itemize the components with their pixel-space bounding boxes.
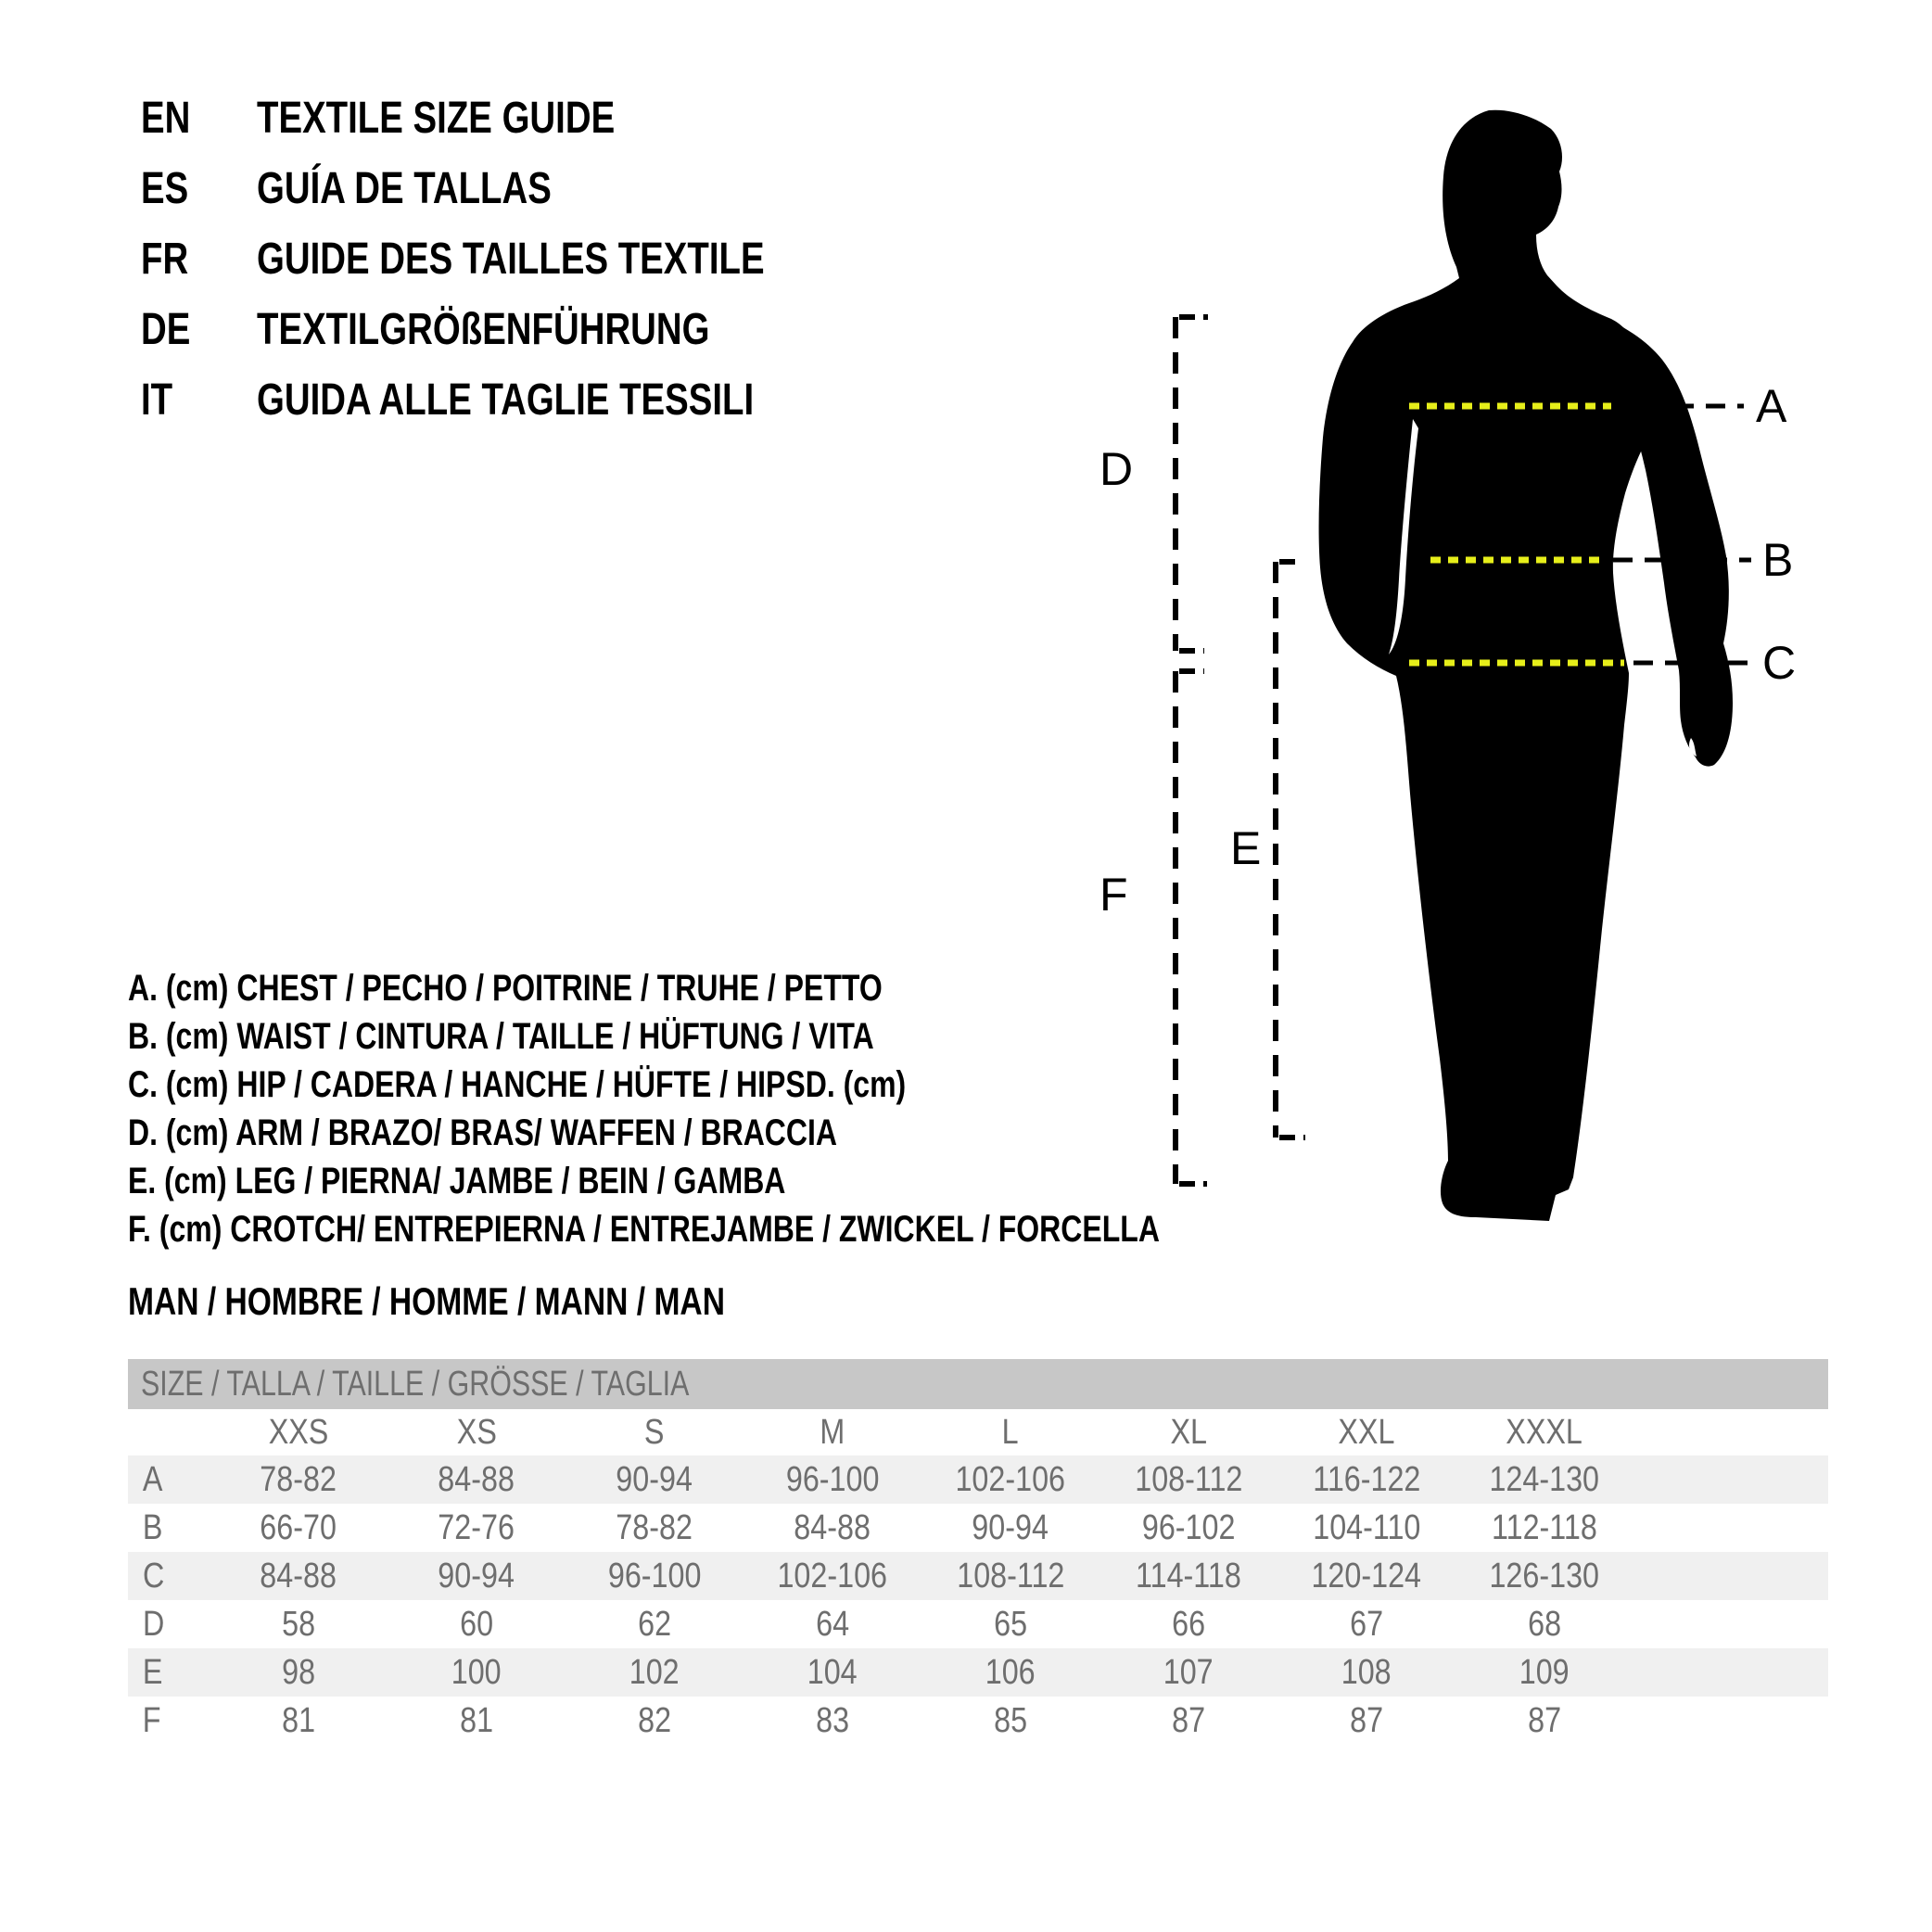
size-col-l: L	[1002, 1412, 1019, 1452]
table-row-f: F 81 81 82 83 85 87 87 87	[128, 1697, 1828, 1745]
marker-e: E	[1230, 822, 1262, 874]
language-code-en: EN	[141, 94, 191, 143]
legend-line-c: C. (cm) HIP / CADERA / HANCHE / HÜFTE / HIPSD. (cm)	[128, 1064, 907, 1105]
table-row-e: E 98 100 102 104 106 107 108 109	[128, 1648, 1828, 1697]
row-label: E	[142, 1652, 163, 1692]
size-table-title-band	[128, 1359, 1828, 1409]
language-title-it: GUIDA ALLE TAGLIE TESSILI	[257, 375, 755, 425]
category-label: MAN / HOMBRE / HOMME / MANN / MAN	[128, 1279, 725, 1323]
marker-f: F	[1099, 869, 1128, 921]
marker-a: A	[1756, 380, 1787, 432]
size-table	[128, 1359, 1828, 1745]
language-code-de: DE	[141, 305, 191, 354]
size-col-xxxl: XXXL	[1506, 1412, 1583, 1452]
language-title-en: TEXTILE SIZE GUIDE	[257, 94, 616, 143]
table-row-c: C 84-88 90-94 96-100 102-106 108-112 114-118 120-124 126-130	[128, 1552, 1828, 1600]
size-col-m: M	[820, 1412, 845, 1452]
legend-line-d: D. (cm) ARM / BRAZO/ BRAS/ WAFFEN / BRACCIA	[128, 1112, 838, 1153]
row-label: B	[142, 1507, 163, 1547]
language-code-es: ES	[141, 164, 189, 213]
language-code-fr: FR	[141, 235, 189, 284]
size-col-xxl: XXL	[1338, 1412, 1395, 1452]
language-title-es: GUÍA DE TALLAS	[257, 164, 552, 213]
legend-line-b: B. (cm) WAIST / CINTURA / TAILLE / HÜFTUNG / VITA	[128, 1016, 874, 1057]
marker-b: B	[1762, 534, 1794, 586]
size-col-s: S	[644, 1412, 665, 1452]
table-row-d: D 58 60 62 64 65 66 67 68	[128, 1600, 1828, 1648]
table-row-b: B 66-70 72-76 78-82 84-88 90-94 96-102 104-110 112-118	[128, 1504, 1828, 1552]
language-title-de: TEXTILGRÖßENFÜHRUNG	[257, 305, 710, 354]
row-label: C	[143, 1556, 165, 1595]
legend-line-e: E. (cm) LEG / PIERNA/ JAMBE / BEIN / GAMBA	[128, 1161, 786, 1201]
language-title-fr: GUIDE DES TAILLES TEXTILE	[257, 235, 765, 284]
size-table-header-row	[128, 1409, 1828, 1455]
table-row-a: A 78-82 84-88 90-94 96-100 102-106 108-112 116-122 124-130	[128, 1455, 1828, 1504]
size-col-xs: XS	[456, 1412, 497, 1452]
size-table-title: SIZE / TALLA / TAILLE / GRÖSSE / TAGLIA	[141, 1364, 690, 1404]
legend-line-f: F. (cm) CROTCH/ ENTREPIERNA / ENTREJAMBE / ZWICKEL / FORCELLA	[128, 1209, 1160, 1250]
marker-d: D	[1099, 443, 1134, 495]
row-label: D	[143, 1604, 165, 1644]
marker-c: C	[1762, 637, 1797, 689]
size-col-xl: XL	[1170, 1412, 1207, 1452]
size-col-xxs: XXS	[268, 1412, 329, 1452]
row-label: A	[142, 1459, 163, 1499]
language-code-it: IT	[141, 375, 173, 425]
legend-line-a: A. (cm) CHEST / PECHO / POITRINE / TRUHE / PETTO	[128, 968, 883, 1009]
row-label: F	[142, 1700, 161, 1740]
